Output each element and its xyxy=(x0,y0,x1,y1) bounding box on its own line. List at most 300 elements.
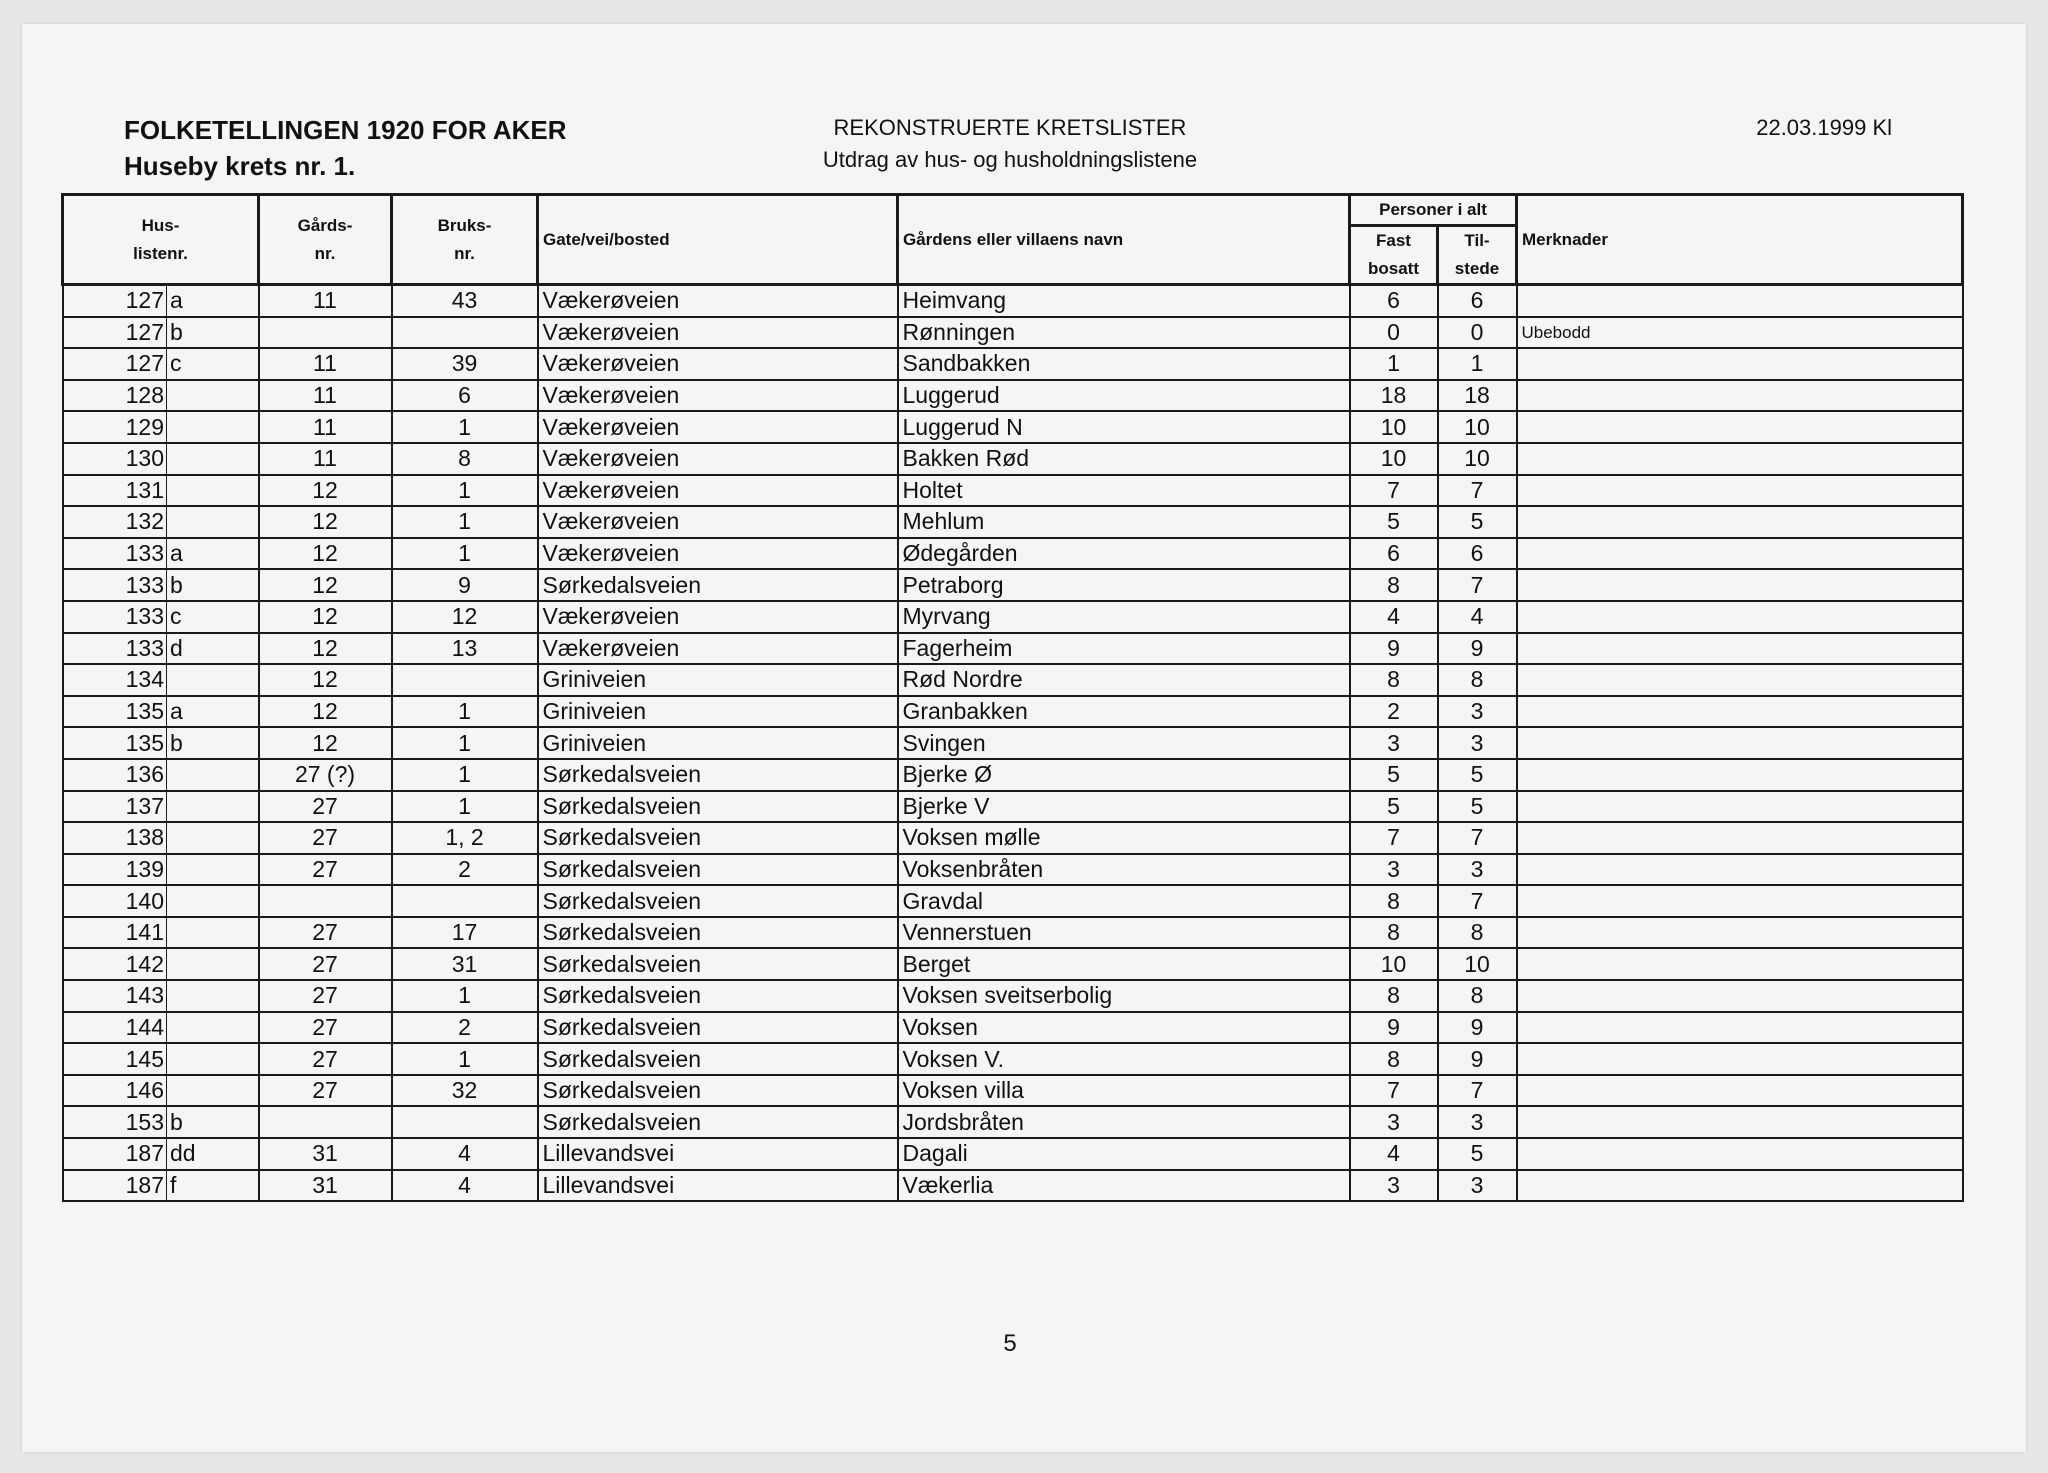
cell-suf: d xyxy=(167,633,259,665)
cell-til: 4 xyxy=(1438,601,1517,633)
cell-gard: 11 xyxy=(259,411,392,443)
cell-til: 7 xyxy=(1438,475,1517,507)
table-row xyxy=(63,380,1963,412)
cell-fast: 3 xyxy=(1350,854,1438,886)
cell-bruk: 39 xyxy=(392,348,538,380)
table-row xyxy=(63,1170,1963,1202)
cell-til: 6 xyxy=(1438,285,1517,317)
table-row xyxy=(63,475,1963,507)
cell-fast: 7 xyxy=(1350,822,1438,854)
cell-navn: Voksenbråten xyxy=(898,854,1350,886)
cell-gard: 27 xyxy=(259,948,392,980)
cell-merk: Ubebodd xyxy=(1517,317,1963,349)
table-row xyxy=(63,917,1963,949)
cell-gate: Vækerøveien xyxy=(538,601,898,633)
cell-gate: Sørkedalsveien xyxy=(538,822,898,854)
cell-navn: Fagerheim xyxy=(898,633,1350,665)
cell-suf xyxy=(167,791,259,823)
cell-bruk: 1 xyxy=(392,1043,538,1075)
cell-hus: 134 xyxy=(63,664,167,696)
cell-til: 10 xyxy=(1438,411,1517,443)
cell-suf: b xyxy=(167,569,259,601)
cell-fast: 4 xyxy=(1350,1138,1438,1170)
cell-gard: 12 xyxy=(259,696,392,728)
cell-navn: Vækerlia xyxy=(898,1170,1350,1202)
cell-merk xyxy=(1517,380,1963,412)
cell-navn: Bjerke Ø xyxy=(898,759,1350,791)
cell-navn: Jordsbråten xyxy=(898,1106,1350,1138)
cell-gate: Vækerøveien xyxy=(538,317,898,349)
cell-gate: Vækerøveien xyxy=(538,285,898,317)
cell-gate: Griniveien xyxy=(538,696,898,728)
table-row xyxy=(63,1075,1963,1107)
header-navn: Gårdens eller villaens navn xyxy=(898,195,1350,285)
cell-merk xyxy=(1517,443,1963,475)
cell-suf xyxy=(167,380,259,412)
cell-bruk: 17 xyxy=(392,917,538,949)
cell-gate: Sørkedalsveien xyxy=(538,1012,898,1044)
cell-gate: Sørkedalsveien xyxy=(538,759,898,791)
cell-merk xyxy=(1517,980,1963,1012)
cell-suf xyxy=(167,664,259,696)
header-personer: Personer i alt xyxy=(1350,195,1517,226)
cell-hus: 132 xyxy=(63,506,167,538)
cell-gard: 27 xyxy=(259,980,392,1012)
cell-bruk xyxy=(392,1106,538,1138)
table-row xyxy=(63,1043,1963,1075)
cell-til: 5 xyxy=(1438,506,1517,538)
cell-gard: 27 xyxy=(259,822,392,854)
cell-til: 5 xyxy=(1438,1138,1517,1170)
cell-fast: 3 xyxy=(1350,1170,1438,1202)
cell-fast: 4 xyxy=(1350,601,1438,633)
cell-gard: 27 xyxy=(259,1075,392,1107)
cell-hus: 146 xyxy=(63,1075,167,1107)
cell-merk xyxy=(1517,822,1963,854)
cell-navn: Sandbakken xyxy=(898,348,1350,380)
cell-suf: a xyxy=(167,285,259,317)
table-row xyxy=(63,348,1963,380)
cell-navn: Dagali xyxy=(898,1138,1350,1170)
cell-bruk xyxy=(392,885,538,917)
cell-suf: c xyxy=(167,348,259,380)
cell-bruk xyxy=(392,317,538,349)
cell-bruk: 12 xyxy=(392,601,538,633)
cell-hus: 140 xyxy=(63,885,167,917)
cell-fast: 8 xyxy=(1350,664,1438,696)
cell-navn: Svingen xyxy=(898,727,1350,759)
cell-til: 8 xyxy=(1438,664,1517,696)
cell-bruk: 2 xyxy=(392,1012,538,1044)
cell-hus: 187 xyxy=(63,1138,167,1170)
header-gard-line2: nr. xyxy=(314,243,336,263)
header-til-line1: Til- xyxy=(1464,231,1490,250)
cell-gate: Sørkedalsveien xyxy=(538,885,898,917)
header-bruk xyxy=(392,195,538,285)
cell-navn: Rønningen xyxy=(898,317,1350,349)
cell-suf xyxy=(167,948,259,980)
title-line-2: Huseby krets nr. 1. xyxy=(124,151,356,181)
cell-gard xyxy=(259,317,392,349)
cell-bruk: 1 xyxy=(392,759,538,791)
cell-til: 5 xyxy=(1438,759,1517,791)
document-title xyxy=(124,112,567,184)
cell-suf: f xyxy=(167,1170,259,1202)
cell-bruk xyxy=(392,664,538,696)
cell-hus: 130 xyxy=(63,443,167,475)
cell-gard: 12 xyxy=(259,538,392,570)
cell-merk xyxy=(1517,506,1963,538)
cell-bruk: 4 xyxy=(392,1138,538,1170)
cell-suf: a xyxy=(167,538,259,570)
cell-merk xyxy=(1517,538,1963,570)
cell-navn: Voksen villa xyxy=(898,1075,1350,1107)
cell-gard: 12 xyxy=(259,569,392,601)
cell-suf: dd xyxy=(167,1138,259,1170)
table-row xyxy=(63,538,1963,570)
cell-gard xyxy=(259,1106,392,1138)
cell-til: 18 xyxy=(1438,380,1517,412)
header-hus xyxy=(63,195,259,285)
cell-fast: 9 xyxy=(1350,633,1438,665)
cell-hus: 133 xyxy=(63,538,167,570)
cell-merk xyxy=(1517,727,1963,759)
cell-merk xyxy=(1517,1075,1963,1107)
cell-fast: 2 xyxy=(1350,696,1438,728)
cell-bruk: 9 xyxy=(392,569,538,601)
cell-merk xyxy=(1517,1170,1963,1202)
cell-gard: 12 xyxy=(259,506,392,538)
cell-gate: Vækerøveien xyxy=(538,348,898,380)
table-row xyxy=(63,980,1963,1012)
cell-gard: 31 xyxy=(259,1170,392,1202)
cell-til: 7 xyxy=(1438,569,1517,601)
cell-navn: Petraborg xyxy=(898,569,1350,601)
cell-suf xyxy=(167,411,259,443)
cell-fast: 5 xyxy=(1350,791,1438,823)
table-row xyxy=(63,885,1963,917)
cell-bruk: 8 xyxy=(392,443,538,475)
header-til-line2: stede xyxy=(1454,259,1500,278)
cell-navn: Granbakken xyxy=(898,696,1350,728)
cell-suf xyxy=(167,443,259,475)
cell-fast: 5 xyxy=(1350,506,1438,538)
cell-gard: 27 xyxy=(259,1012,392,1044)
cell-hus: 127 xyxy=(63,348,167,380)
cell-gard: 12 xyxy=(259,727,392,759)
subtitle-line-2: Utdrag av hus- og husholdningslistene xyxy=(822,147,1198,172)
cell-hus: 153 xyxy=(63,1106,167,1138)
cell-bruk: 1, 2 xyxy=(392,822,538,854)
cell-gard: 27 xyxy=(259,917,392,949)
cell-gard xyxy=(259,885,392,917)
cell-merk xyxy=(1517,917,1963,949)
cell-suf xyxy=(167,1012,259,1044)
cell-merk xyxy=(1517,664,1963,696)
cell-navn: Heimvang xyxy=(898,285,1350,317)
cell-merk xyxy=(1517,791,1963,823)
cell-gate: Lillevandsvei xyxy=(538,1170,898,1202)
cell-fast: 5 xyxy=(1350,759,1438,791)
cell-fast: 8 xyxy=(1350,885,1438,917)
cell-merk xyxy=(1517,1043,1963,1075)
cell-gard: 12 xyxy=(259,475,392,507)
cell-navn: Gravdal xyxy=(898,885,1350,917)
header-gard-line1: Gårds- xyxy=(297,215,353,235)
table-row xyxy=(63,822,1963,854)
cell-hus: 129 xyxy=(63,411,167,443)
cell-merk xyxy=(1517,1012,1963,1044)
cell-suf xyxy=(167,506,259,538)
cell-gate: Vækerøveien xyxy=(538,538,898,570)
subtitle-line-1: REKONSTRUERTE KRETSLISTER xyxy=(833,115,1187,140)
cell-fast: 8 xyxy=(1350,1043,1438,1075)
census-table xyxy=(61,193,1964,1202)
cell-hus: 127 xyxy=(63,285,167,317)
cell-til: 8 xyxy=(1438,980,1517,1012)
cell-til: 9 xyxy=(1438,1012,1517,1044)
table-row xyxy=(63,854,1963,886)
table-row xyxy=(63,317,1963,349)
cell-suf xyxy=(167,917,259,949)
cell-fast: 3 xyxy=(1350,727,1438,759)
cell-gate: Vækerøveien xyxy=(538,633,898,665)
cell-hus: 131 xyxy=(63,475,167,507)
cell-gate: Sørkedalsveien xyxy=(538,791,898,823)
cell-navn: Bakken Rød xyxy=(898,443,1350,475)
cell-til: 10 xyxy=(1438,443,1517,475)
cell-gate: Vækerøveien xyxy=(538,411,898,443)
cell-til: 9 xyxy=(1438,1043,1517,1075)
cell-til: 3 xyxy=(1438,854,1517,886)
table-row xyxy=(63,1138,1963,1170)
cell-fast: 18 xyxy=(1350,380,1438,412)
cell-suf xyxy=(167,822,259,854)
cell-merk xyxy=(1517,601,1963,633)
cell-merk xyxy=(1517,696,1963,728)
cell-merk xyxy=(1517,885,1963,917)
cell-bruk: 31 xyxy=(392,948,538,980)
cell-suf: b xyxy=(167,317,259,349)
header-fast-line1: Fast xyxy=(1376,231,1411,250)
cell-suf xyxy=(167,854,259,886)
cell-fast: 6 xyxy=(1350,538,1438,570)
cell-suf: a xyxy=(167,696,259,728)
cell-fast: 8 xyxy=(1350,569,1438,601)
header-bruk-line1: Bruks- xyxy=(437,215,492,235)
cell-fast: 8 xyxy=(1350,917,1438,949)
cell-til: 3 xyxy=(1438,696,1517,728)
cell-suf xyxy=(167,475,259,507)
cell-til: 7 xyxy=(1438,1075,1517,1107)
cell-bruk: 1 xyxy=(392,506,538,538)
cell-merk xyxy=(1517,348,1963,380)
cell-fast: 7 xyxy=(1350,475,1438,507)
cell-navn: Rød Nordre xyxy=(898,664,1350,696)
cell-til: 5 xyxy=(1438,791,1517,823)
table-row xyxy=(63,569,1963,601)
cell-gate: Vækerøveien xyxy=(538,380,898,412)
cell-gard: 12 xyxy=(259,633,392,665)
cell-merk xyxy=(1517,854,1963,886)
cell-gate: Lillevandsvei xyxy=(538,1138,898,1170)
cell-hus: 128 xyxy=(63,380,167,412)
cell-fast: 1 xyxy=(1350,348,1438,380)
cell-merk xyxy=(1517,411,1963,443)
page-number: 5 xyxy=(1003,1330,1017,1357)
cell-merk xyxy=(1517,1106,1963,1138)
cell-fast: 6 xyxy=(1350,285,1438,317)
cell-til: 3 xyxy=(1438,1170,1517,1202)
cell-hus: 138 xyxy=(63,822,167,854)
document-date: 22.03.1999 Kl xyxy=(1756,115,1892,140)
table-row xyxy=(63,633,1963,665)
cell-hus: 133 xyxy=(63,633,167,665)
document-subtitle xyxy=(800,112,1220,176)
table-row xyxy=(63,411,1963,443)
cell-til: 9 xyxy=(1438,633,1517,665)
cell-hus: 135 xyxy=(63,696,167,728)
cell-til: 6 xyxy=(1438,538,1517,570)
cell-fast: 9 xyxy=(1350,1012,1438,1044)
cell-hus: 143 xyxy=(63,980,167,1012)
table-row xyxy=(63,791,1963,823)
table-row xyxy=(63,948,1963,980)
header-fast xyxy=(1350,226,1438,285)
cell-til: 3 xyxy=(1438,727,1517,759)
cell-bruk: 1 xyxy=(392,696,538,728)
cell-til: 10 xyxy=(1438,948,1517,980)
table-row xyxy=(63,1106,1963,1138)
cell-gard: 31 xyxy=(259,1138,392,1170)
cell-gate: Vækerøveien xyxy=(538,475,898,507)
cell-hus: 135 xyxy=(63,727,167,759)
cell-bruk: 1 xyxy=(392,475,538,507)
cell-hus: 127 xyxy=(63,317,167,349)
cell-gate: Sørkedalsveien xyxy=(538,569,898,601)
table-row xyxy=(63,696,1963,728)
header-hus-line1: Hus- xyxy=(141,215,180,235)
cell-fast: 7 xyxy=(1350,1075,1438,1107)
cell-gard: 27 xyxy=(259,791,392,823)
cell-hus: 141 xyxy=(63,917,167,949)
cell-merk xyxy=(1517,475,1963,507)
table-row xyxy=(63,727,1963,759)
cell-gate: Sørkedalsveien xyxy=(538,1075,898,1107)
cell-hus: 137 xyxy=(63,791,167,823)
table-row xyxy=(63,285,1963,317)
cell-fast: 0 xyxy=(1350,317,1438,349)
cell-suf: c xyxy=(167,601,259,633)
cell-bruk: 2 xyxy=(392,854,538,886)
cell-gate: Sørkedalsveien xyxy=(538,917,898,949)
cell-merk xyxy=(1517,633,1963,665)
cell-navn: Mehlum xyxy=(898,506,1350,538)
cell-bruk: 1 xyxy=(392,980,538,1012)
cell-bruk: 13 xyxy=(392,633,538,665)
cell-gate: Sørkedalsveien xyxy=(538,1106,898,1138)
table-row xyxy=(63,759,1963,791)
cell-til: 0 xyxy=(1438,317,1517,349)
cell-navn: Luggerud xyxy=(898,380,1350,412)
cell-bruk: 6 xyxy=(392,380,538,412)
header-hus-line2: listenr. xyxy=(133,243,188,263)
cell-gate: Sørkedalsveien xyxy=(538,1043,898,1075)
cell-navn: Holtet xyxy=(898,475,1350,507)
cell-merk xyxy=(1517,1138,1963,1170)
cell-navn: Luggerud N xyxy=(898,411,1350,443)
cell-gate: Griniveien xyxy=(538,727,898,759)
cell-hus: 142 xyxy=(63,948,167,980)
cell-navn: Vennerstuen xyxy=(898,917,1350,949)
cell-gate: Sørkedalsveien xyxy=(538,980,898,1012)
cell-hus: 139 xyxy=(63,854,167,886)
cell-gard: 27 xyxy=(259,1043,392,1075)
cell-bruk: 1 xyxy=(392,727,538,759)
cell-hus: 136 xyxy=(63,759,167,791)
cell-fast: 10 xyxy=(1350,411,1438,443)
cell-gard: 12 xyxy=(259,601,392,633)
cell-gard: 11 xyxy=(259,380,392,412)
cell-gard: 11 xyxy=(259,285,392,317)
header-bruk-line2: nr. xyxy=(454,243,475,263)
cell-suf xyxy=(167,1043,259,1075)
cell-navn: Berget xyxy=(898,948,1350,980)
header-til xyxy=(1438,226,1517,285)
cell-gate: Sørkedalsveien xyxy=(538,948,898,980)
cell-gate: Sørkedalsveien xyxy=(538,854,898,886)
header-gard xyxy=(259,195,392,285)
cell-hus: 133 xyxy=(63,569,167,601)
cell-fast: 10 xyxy=(1350,948,1438,980)
cell-fast: 10 xyxy=(1350,443,1438,475)
cell-hus: 187 xyxy=(63,1170,167,1202)
cell-gate: Vækerøveien xyxy=(538,506,898,538)
cell-til: 7 xyxy=(1438,822,1517,854)
cell-navn: Voksen sveitserbolig xyxy=(898,980,1350,1012)
cell-fast: 3 xyxy=(1350,1106,1438,1138)
cell-gard: 27 xyxy=(259,854,392,886)
table-row xyxy=(63,443,1963,475)
table-row xyxy=(63,1012,1963,1044)
cell-gard: 11 xyxy=(259,443,392,475)
cell-suf: b xyxy=(167,727,259,759)
cell-til: 3 xyxy=(1438,1106,1517,1138)
cell-hus: 133 xyxy=(63,601,167,633)
cell-navn: Voksen xyxy=(898,1012,1350,1044)
cell-til: 8 xyxy=(1438,917,1517,949)
cell-navn: Ødegården xyxy=(898,538,1350,570)
header-fast-line2: bosatt xyxy=(1368,259,1419,278)
cell-suf: b xyxy=(167,1106,259,1138)
cell-navn: Voksen V. xyxy=(898,1043,1350,1075)
cell-gate: Griniveien xyxy=(538,664,898,696)
header-merknader: Merknader xyxy=(1517,195,1963,285)
cell-suf xyxy=(167,980,259,1012)
cell-fast: 8 xyxy=(1350,980,1438,1012)
cell-merk xyxy=(1517,285,1963,317)
cell-til: 1 xyxy=(1438,348,1517,380)
cell-suf xyxy=(167,759,259,791)
title-line-1: FOLKETELLINGEN 1920 FOR AKER xyxy=(124,115,567,145)
cell-navn: Voksen mølle xyxy=(898,822,1350,854)
cell-bruk: 1 xyxy=(392,411,538,443)
cell-bruk: 4 xyxy=(392,1170,538,1202)
cell-merk xyxy=(1517,948,1963,980)
cell-merk xyxy=(1517,569,1963,601)
cell-gard: 12 xyxy=(259,664,392,696)
cell-gate: Vækerøveien xyxy=(538,443,898,475)
